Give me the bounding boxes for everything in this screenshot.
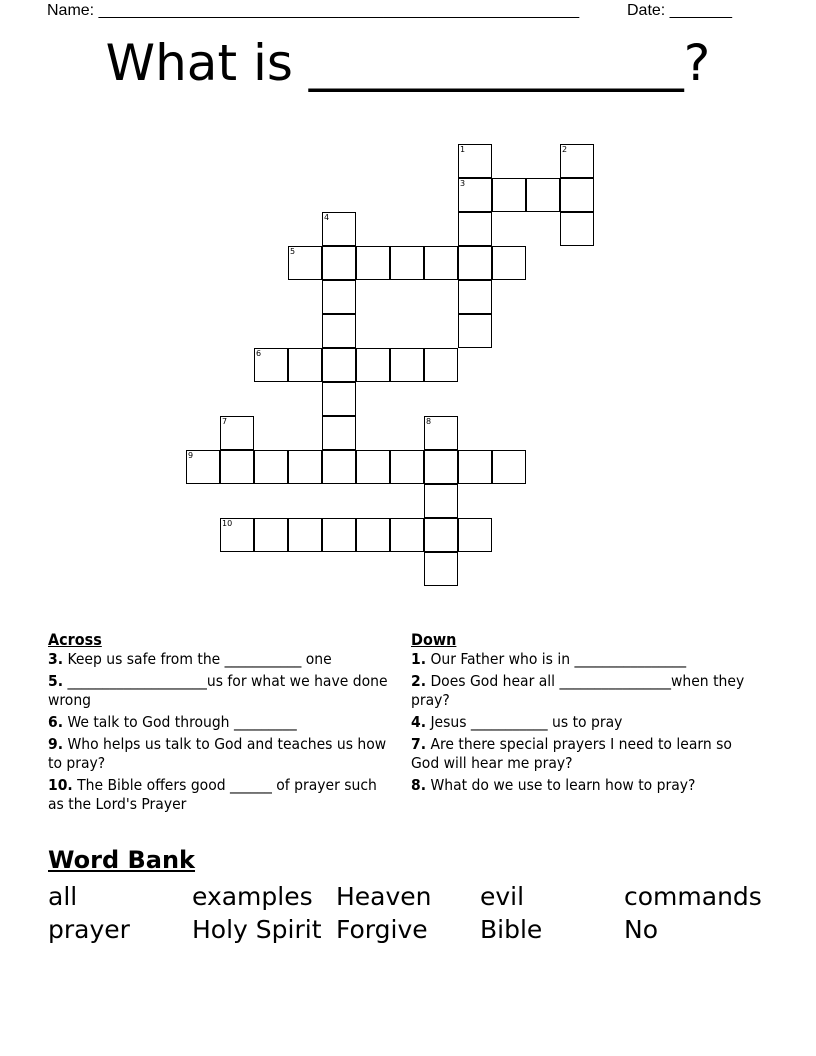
grid-cell[interactable]: [220, 450, 254, 484]
grid-cell[interactable]: [424, 450, 458, 484]
clue-text: What do we use to learn how to pray?: [426, 776, 696, 794]
word-bank: [48, 882, 768, 944]
grid-cell[interactable]: [356, 518, 390, 552]
clue-text: The Bible offers good ______ of prayer such as the Lord's Prayer: [48, 776, 377, 813]
grid-cell[interactable]: [356, 450, 390, 484]
down-heading: Down: [411, 630, 457, 649]
date-field[interactable]: Date: _______: [627, 2, 732, 19]
grid-cell[interactable]: [322, 518, 356, 552]
grid-cell[interactable]: [424, 246, 458, 280]
grid-cell[interactable]: [288, 450, 322, 484]
grid-cell[interactable]: [254, 518, 288, 552]
clue-number: 9.: [48, 735, 64, 753]
grid-cell[interactable]: [560, 178, 594, 212]
cell-number: 8: [426, 417, 432, 426]
clue-number: 6.: [48, 713, 64, 731]
word-bank-word: commands: [624, 882, 762, 911]
grid-cell[interactable]: [458, 144, 492, 178]
page-title: What is _______________?: [105, 34, 711, 92]
grid-cell[interactable]: [560, 144, 594, 178]
word-bank-word: Bible: [480, 915, 543, 944]
grid-cell[interactable]: [390, 450, 424, 484]
clue-number: 4.: [411, 713, 427, 731]
cell-number: 4: [324, 213, 330, 222]
cell-number: 6: [256, 349, 262, 358]
grid-cell[interactable]: [390, 246, 424, 280]
grid-cell[interactable]: [492, 246, 526, 280]
across-clue: [48, 713, 388, 732]
clue-text: Does God hear all ________________when they pray?: [411, 672, 745, 709]
grid-cell[interactable]: [288, 246, 322, 280]
grid-cell[interactable]: [458, 450, 492, 484]
grid-cell[interactable]: [458, 212, 492, 246]
cell-number: 3: [460, 179, 466, 188]
grid-cell[interactable]: [356, 348, 390, 382]
word-bank-word: Holy Spirit: [192, 915, 322, 944]
grid-cell[interactable]: [322, 450, 356, 484]
clue-number: 3.: [48, 650, 64, 668]
word-bank-word: all: [48, 882, 78, 911]
grid-cell[interactable]: [458, 314, 492, 348]
down-clue: [411, 672, 761, 710]
word-bank-word: Forgive: [336, 915, 428, 944]
clue-text: Our Father who is in ________________: [426, 650, 687, 668]
word-bank-word: No: [624, 915, 658, 944]
grid-cell[interactable]: [288, 518, 322, 552]
grid-cell[interactable]: [254, 450, 288, 484]
cell-number: 1: [460, 145, 466, 154]
down-clue: [411, 735, 761, 773]
crossword-grid: [186, 144, 628, 620]
grid-cell[interactable]: [254, 348, 288, 382]
clue-number: 8.: [411, 776, 427, 794]
across-clues: [48, 630, 388, 817]
grid-cell[interactable]: [390, 518, 424, 552]
grid-cell[interactable]: [322, 212, 356, 246]
clue-number: 5.: [48, 672, 64, 690]
grid-cell[interactable]: [220, 518, 254, 552]
grid-cell[interactable]: [220, 416, 254, 450]
cell-number: 10: [222, 519, 233, 528]
across-clue: [48, 735, 388, 773]
clue-number: 2.: [411, 672, 427, 690]
grid-cell[interactable]: [186, 450, 220, 484]
grid-cell[interactable]: [288, 348, 322, 382]
grid-cell[interactable]: [458, 246, 492, 280]
across-clue: [48, 650, 388, 669]
clue-text: We talk to God through _________: [63, 713, 297, 731]
grid-cell[interactable]: [458, 178, 492, 212]
grid-cell[interactable]: [560, 212, 594, 246]
clue-number: 7.: [411, 735, 427, 753]
clue-text: Who helps us talk to God and teaches us how to pray?: [48, 735, 387, 772]
word-bank-word: Heaven: [336, 882, 432, 911]
grid-cell[interactable]: [424, 348, 458, 382]
grid-cell[interactable]: [322, 416, 356, 450]
cell-number: 7: [222, 417, 228, 426]
clue-text: Keep us safe from the ___________ one: [63, 650, 332, 668]
grid-cell[interactable]: [492, 178, 526, 212]
grid-cell[interactable]: [390, 348, 424, 382]
down-clue: [411, 776, 761, 795]
across-clue: [48, 776, 388, 814]
grid-cell[interactable]: [424, 518, 458, 552]
grid-cell[interactable]: [424, 416, 458, 450]
grid-cell[interactable]: [322, 314, 356, 348]
down-clues: [411, 630, 761, 798]
word-bank-word: evil: [480, 882, 525, 911]
across-heading: Across: [48, 630, 102, 649]
grid-cell[interactable]: [424, 484, 458, 518]
grid-cell[interactable]: [322, 246, 356, 280]
cell-number: 2: [562, 145, 568, 154]
grid-cell[interactable]: [322, 348, 356, 382]
word-bank-word: examples: [192, 882, 313, 911]
across-clue: [48, 672, 388, 710]
grid-cell[interactable]: [526, 178, 560, 212]
grid-cell[interactable]: [424, 552, 458, 586]
grid-cell[interactable]: [356, 246, 390, 280]
name-field[interactable]: Name: ______________________________________________________: [47, 2, 580, 19]
clue-number: 10.: [48, 776, 73, 794]
down-clue: [411, 650, 761, 669]
down-clue: [411, 713, 761, 732]
grid-cell[interactable]: [322, 382, 356, 416]
clue-text: ____________________us for what we have done wrong: [48, 672, 388, 709]
grid-cell[interactable]: [492, 450, 526, 484]
grid-cell[interactable]: [458, 280, 492, 314]
clue-text: Jesus ___________ us to pray: [426, 713, 623, 731]
cell-number: 5: [290, 247, 296, 256]
grid-cell[interactable]: [322, 280, 356, 314]
word-bank-title: Word Bank: [48, 846, 196, 874]
clue-text: Are there special prayers I need to learn so God will hear me pray?: [411, 735, 732, 772]
word-bank-word: prayer: [48, 915, 130, 944]
grid-cell[interactable]: [458, 518, 492, 552]
clue-number: 1.: [411, 650, 427, 668]
cell-number: 9: [188, 451, 194, 460]
